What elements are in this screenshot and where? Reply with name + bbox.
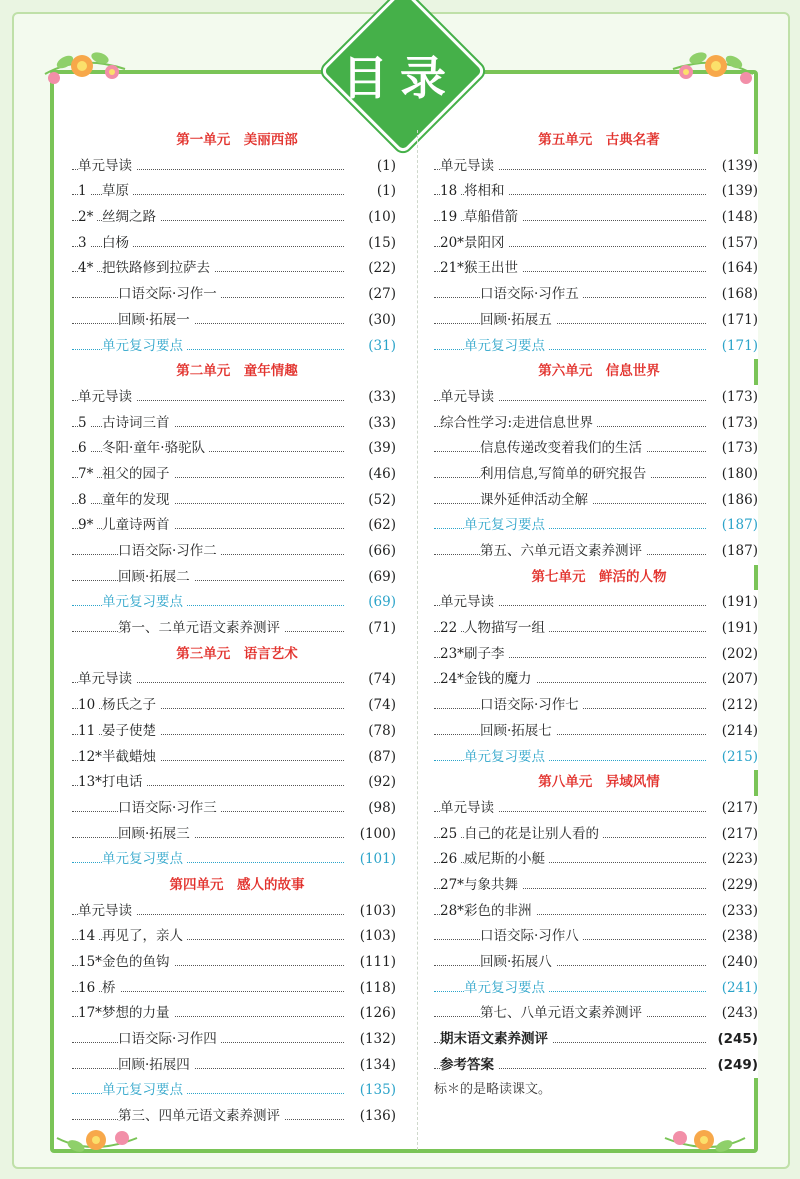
lesson-number: 8: [78, 488, 91, 514]
entry-title: 回顾·拓展一: [118, 308, 194, 334]
entry-title: 口语交际·习作四: [118, 1027, 221, 1053]
toc-entry[interactable]: [72, 1078, 402, 1104]
page-number: (241): [718, 976, 758, 1002]
toc-entry[interactable]: [434, 205, 764, 231]
lesson-number: 27*: [440, 873, 468, 899]
page-number: (101): [356, 847, 396, 873]
page-number: (135): [356, 1078, 396, 1104]
leader-dots: [72, 580, 344, 581]
toc-entry[interactable]: [72, 436, 402, 462]
toc-entry[interactable]: [434, 642, 764, 668]
toc-entry[interactable]: [72, 282, 402, 308]
entry-title: 单元导读: [78, 385, 136, 411]
toc-entry[interactable]: [434, 950, 764, 976]
lesson-number: 18: [440, 179, 461, 205]
toc-entry[interactable]: [434, 847, 764, 873]
page-number: (134): [356, 1053, 396, 1079]
toc-entry[interactable]: [434, 308, 764, 334]
lesson-number: 28*: [440, 899, 468, 925]
toc-entry[interactable]: [72, 488, 402, 514]
entry-title: 刷子李: [464, 642, 509, 668]
page-number: (214): [718, 719, 758, 745]
entry-title: 人物描写一组: [464, 616, 549, 642]
leader-dots: [72, 837, 344, 838]
page-number: (69): [364, 590, 396, 616]
page-number: (217): [718, 796, 758, 822]
entry-title: 口语交际·习作五: [480, 282, 583, 308]
page-number: (171): [718, 308, 758, 334]
toc-entry[interactable]: [434, 488, 764, 514]
lesson-number: 21*: [440, 256, 468, 282]
toc-entry[interactable]: [434, 1027, 764, 1053]
toc-entry[interactable]: [434, 924, 764, 950]
entry-title: 综合性学习:走进信息世界: [440, 411, 597, 437]
entry-title: 童年的发现: [102, 488, 174, 514]
page-number: (118): [356, 976, 396, 1002]
entry-title: 金钱的魔力: [464, 667, 536, 693]
toc-entry[interactable]: [434, 256, 764, 282]
lesson-number: 16: [78, 976, 99, 1002]
entry-title: 景阳冈: [464, 231, 509, 257]
entry-title: 冬阳·童年·骆驼队: [102, 436, 209, 462]
page-number: (126): [356, 1001, 396, 1027]
toc-entry[interactable]: [72, 513, 402, 539]
page-number: (27): [364, 282, 396, 308]
entry-title: 单元复习要点: [102, 1078, 187, 1104]
entry-title: 彩色的非洲: [464, 899, 536, 925]
title-badge: [320, 20, 480, 116]
entry-title: 第七、八单元语文素养测评: [480, 1001, 646, 1027]
lesson-number: 24*: [440, 667, 468, 693]
page-number: (111): [356, 950, 396, 976]
entry-title: 单元复习要点: [102, 590, 187, 616]
toc-entry[interactable]: [72, 693, 402, 719]
page-number: (139): [718, 179, 758, 205]
page-number: (103): [356, 924, 396, 950]
page-number: (229): [718, 873, 758, 899]
toc-entry[interactable]: [72, 667, 402, 693]
toc-entry[interactable]: [434, 334, 764, 360]
toc-entry[interactable]: [434, 873, 764, 899]
page-number: (132): [356, 1027, 396, 1053]
unit-heading: 第八单元 异域风情: [538, 774, 660, 791]
entry-title: 口语交际·习作二: [118, 539, 221, 565]
toc-entry[interactable]: [72, 847, 402, 873]
toc-entry[interactable]: [72, 950, 402, 976]
page-number: (39): [364, 436, 396, 462]
entry-title: 白杨: [102, 231, 133, 257]
leader-dots: [434, 323, 706, 324]
entry-title: 课外延伸活动全解: [480, 488, 592, 514]
page-number: (217): [718, 822, 758, 848]
page-number: (71): [364, 616, 396, 642]
entry-title: 回顾·拓展四: [118, 1053, 194, 1079]
entry-title: 回顾·拓展八: [480, 950, 556, 976]
entry-title: 回顾·拓展七: [480, 719, 556, 745]
page-number: (202): [718, 642, 758, 668]
toc-entry[interactable]: [72, 924, 402, 950]
lesson-number: 7*: [78, 462, 97, 488]
entry-title: 桥: [102, 976, 120, 1002]
lesson-number: 9*: [78, 513, 97, 539]
unit-heading: 第五单元 古典名著: [538, 132, 660, 148]
page-number: (10): [364, 205, 396, 231]
page-number: (62): [364, 513, 396, 539]
page-number: (103): [356, 899, 396, 925]
entry-title: 祖父的园子: [102, 462, 174, 488]
toc-entry[interactable]: [434, 436, 764, 462]
page-number: (233): [718, 899, 758, 925]
entry-title: 回顾·拓展五: [480, 308, 556, 334]
page-number: (100): [356, 822, 396, 848]
leader-dots: [72, 323, 344, 324]
lesson-number: 5: [78, 411, 91, 437]
entry-title: 把铁路修到拉萨去: [102, 256, 214, 282]
lesson-number: 12*: [78, 745, 106, 771]
toc-entry[interactable]: [72, 899, 402, 925]
page-number: (238): [718, 924, 758, 950]
toc-entry[interactable]: [434, 513, 764, 539]
toc-entry[interactable]: [72, 565, 402, 591]
toc-entry[interactable]: [434, 539, 764, 565]
entry-title: 金色的鱼钩: [102, 950, 174, 976]
toc-entry[interactable]: [434, 411, 764, 437]
flower-corner-icon: [668, 34, 758, 94]
entry-title: 利用信息,写简单的研究报告: [480, 462, 650, 488]
toc-entry[interactable]: [434, 179, 764, 205]
toc-entry[interactable]: [434, 282, 764, 308]
page-number: (171): [718, 334, 758, 360]
toc-entry[interactable]: [72, 1027, 402, 1053]
lesson-number: 3: [78, 231, 91, 257]
unit-heading: 第四单元 感人的故事: [169, 876, 305, 893]
toc-entry[interactable]: [72, 976, 402, 1002]
entry-title: 信息传递改变着我们的生活: [480, 436, 646, 462]
toc-entry[interactable]: [434, 1001, 764, 1027]
entry-title: 第一、二单元语文素养测评: [118, 616, 284, 642]
page-number: (139): [718, 154, 758, 180]
toc-entry[interactable]: [434, 1053, 764, 1079]
lesson-number: 13*: [78, 770, 106, 796]
page-number: (187): [718, 513, 758, 539]
entry-title: 与象共舞: [464, 873, 522, 899]
entry-title: 打电话: [102, 770, 147, 796]
toc-entry[interactable]: [72, 385, 402, 411]
toc-entry[interactable]: [434, 616, 764, 642]
page-number: (46): [364, 462, 396, 488]
entry-title: 儿童诗两首: [102, 513, 174, 539]
toc-entry[interactable]: [434, 154, 764, 180]
unit-heading: 第六单元 信息世界: [538, 363, 660, 380]
lesson-number: 6: [78, 436, 91, 462]
page-number: (191): [718, 616, 758, 642]
page-number: (22): [364, 256, 396, 282]
entry-title: 单元复习要点: [464, 745, 549, 771]
entry-title: 单元导读: [78, 899, 136, 925]
entry-title: 自己的花是让别人看的: [464, 822, 603, 848]
entry-title: 单元复习要点: [464, 976, 549, 1002]
lesson-number: 23*: [440, 642, 468, 668]
toc-entry[interactable]: [434, 976, 764, 1002]
page-number: (98): [364, 796, 396, 822]
toc-right-column: [434, 128, 764, 1078]
page-number: (173): [718, 436, 758, 462]
toc-entry[interactable]: [434, 231, 764, 257]
page-number: (136): [356, 1104, 396, 1130]
toc-entry[interactable]: [72, 179, 402, 205]
leader-dots: [434, 965, 706, 966]
lesson-number: 19: [440, 205, 461, 231]
entry-title: 口语交际·习作七: [480, 693, 583, 719]
page-number: (157): [718, 231, 758, 257]
page-number: (1): [373, 179, 396, 205]
lesson-number: 26: [440, 847, 461, 873]
page-number: (168): [718, 282, 758, 308]
entry-title: 第三、四单元语文素养测评: [118, 1104, 284, 1130]
toc-entry[interactable]: [72, 745, 402, 771]
toc-entry[interactable]: [434, 590, 764, 616]
page-number: (52): [364, 488, 396, 514]
lesson-number: 17*: [78, 1001, 106, 1027]
page-number: (74): [364, 667, 396, 693]
entry-title: 草船借箭: [464, 205, 522, 231]
toc-entry[interactable]: [72, 1001, 402, 1027]
page-number: (223): [718, 847, 758, 873]
toc-entry[interactable]: [72, 616, 402, 642]
unit-heading: 第一单元 美丽西部: [176, 132, 298, 148]
unit-heading: 第二单元 童年情趣: [176, 363, 298, 380]
entry-title: 口语交际·习作三: [118, 796, 221, 822]
entry-title: 单元导读: [78, 667, 136, 693]
page-number: (15): [364, 231, 396, 257]
page-number: (245): [713, 1027, 758, 1053]
lesson-number: 11: [78, 719, 99, 745]
entry-title: 古诗词三首: [102, 411, 174, 437]
page-number: (180): [718, 462, 758, 488]
entry-title: 杨氏之子: [102, 693, 160, 719]
page-number: (215): [718, 745, 758, 771]
page-number: (249): [713, 1053, 758, 1079]
toc-entry[interactable]: [72, 205, 402, 231]
page-number: (66): [364, 539, 396, 565]
toc-entry[interactable]: [72, 822, 402, 848]
entry-title: 单元复习要点: [464, 334, 549, 360]
toc-entry[interactable]: [72, 539, 402, 565]
lesson-number: 22: [440, 616, 461, 642]
page-number: (173): [718, 385, 758, 411]
toc-entry[interactable]: [72, 719, 402, 745]
column-divider: [417, 130, 418, 1150]
entry-title: 单元导读: [78, 154, 136, 180]
page-number: (148): [718, 205, 758, 231]
toc-entry[interactable]: [72, 770, 402, 796]
page-number: (78): [364, 719, 396, 745]
entry-title: 口语交际·习作八: [480, 924, 583, 950]
entry-title: 半截蜡烛: [102, 745, 160, 771]
page-number: (69): [364, 565, 396, 591]
toc-entry[interactable]: [434, 796, 764, 822]
toc-entry[interactable]: [434, 899, 764, 925]
lesson-number: 10: [78, 693, 99, 719]
entry-title: 回顾·拓展二: [118, 565, 194, 591]
unit-heading: 第三单元 语言艺术: [176, 645, 298, 662]
toc-entry[interactable]: [72, 411, 402, 437]
flower-corner-icon: [660, 1108, 750, 1168]
leader-dots: [434, 734, 706, 735]
page-number: (173): [718, 411, 758, 437]
entry-title: 期末语文素养测评: [440, 1027, 552, 1053]
entry-title: 单元复习要点: [102, 334, 187, 360]
page-title: 目录: [342, 51, 458, 105]
page-number: (74): [364, 693, 396, 719]
page-number: (30): [364, 308, 396, 334]
page-number: (187): [718, 539, 758, 565]
entry-title: 晏子使楚: [102, 719, 160, 745]
toc-entry[interactable]: [434, 822, 764, 848]
entry-title: 丝绸之路: [102, 205, 160, 231]
toc-entry[interactable]: [72, 154, 402, 180]
toc-entry[interactable]: [72, 256, 402, 282]
lesson-number: 4*: [78, 256, 97, 282]
page-number: (31): [364, 334, 396, 360]
toc-left-column: [72, 128, 402, 1130]
page-number: (191): [718, 590, 758, 616]
lesson-number: 1: [78, 179, 91, 205]
toc-entry[interactable]: [72, 231, 402, 257]
page-number: (212): [718, 693, 758, 719]
entry-title: 单元导读: [440, 796, 498, 822]
entry-title: 猴王出世: [464, 256, 522, 282]
entry-title: 再见了，亲人: [102, 924, 187, 950]
toc-entry[interactable]: [72, 462, 402, 488]
lesson-number: 25: [440, 822, 461, 848]
unit-heading: 第七单元 鲜活的人物: [531, 568, 667, 585]
leader-dots: [72, 1068, 344, 1069]
page-number: (164): [718, 256, 758, 282]
toc-entry[interactable]: [72, 1053, 402, 1079]
entry-title: 梦想的力量: [102, 1001, 174, 1027]
toc-entry[interactable]: [72, 1104, 402, 1130]
page-number: (33): [364, 411, 396, 437]
entry-title: 回顾·拓展三: [118, 822, 194, 848]
entry-title: 单元导读: [440, 385, 498, 411]
lesson-number: 2*: [78, 205, 97, 231]
footnote: 标＊的是略读课文。: [434, 1082, 552, 1097]
lesson-number: 20*: [440, 231, 468, 257]
entry-title: 单元复习要点: [464, 513, 549, 539]
entry-title: 单元复习要点: [102, 847, 187, 873]
entry-title: 口语交际·习作一: [118, 282, 221, 308]
toc-entry[interactable]: [72, 334, 402, 360]
entry-title: 第五、六单元语文素养测评: [480, 539, 646, 565]
toc-entry[interactable]: [434, 462, 764, 488]
toc-entry[interactable]: [434, 693, 764, 719]
toc-entry[interactable]: [72, 308, 402, 334]
page-number: (243): [718, 1001, 758, 1027]
page-number: (1): [373, 154, 396, 180]
toc-entry[interactable]: [434, 745, 764, 771]
page-number: (186): [718, 488, 758, 514]
toc-entry[interactable]: [72, 590, 402, 616]
entry-title: 将相和: [464, 179, 509, 205]
lesson-number: 15*: [78, 950, 106, 976]
toc-entry[interactable]: [434, 385, 764, 411]
toc-entry[interactable]: [72, 796, 402, 822]
page-number: (240): [718, 950, 758, 976]
entry-title: 单元导读: [440, 590, 498, 616]
entry-title: 威尼斯的小艇: [464, 847, 549, 873]
page-number: (92): [364, 770, 396, 796]
flower-corner-icon: [40, 34, 130, 94]
page-number: (87): [364, 745, 396, 771]
entry-title: 单元导读: [440, 154, 498, 180]
entry-title: 参考答案: [440, 1053, 498, 1079]
page-number: (207): [718, 667, 758, 693]
entry-title: 草原: [102, 179, 133, 205]
toc-entry[interactable]: [434, 667, 764, 693]
toc-entry[interactable]: [434, 719, 764, 745]
lesson-number: 14: [78, 924, 99, 950]
page-number: (33): [364, 385, 396, 411]
